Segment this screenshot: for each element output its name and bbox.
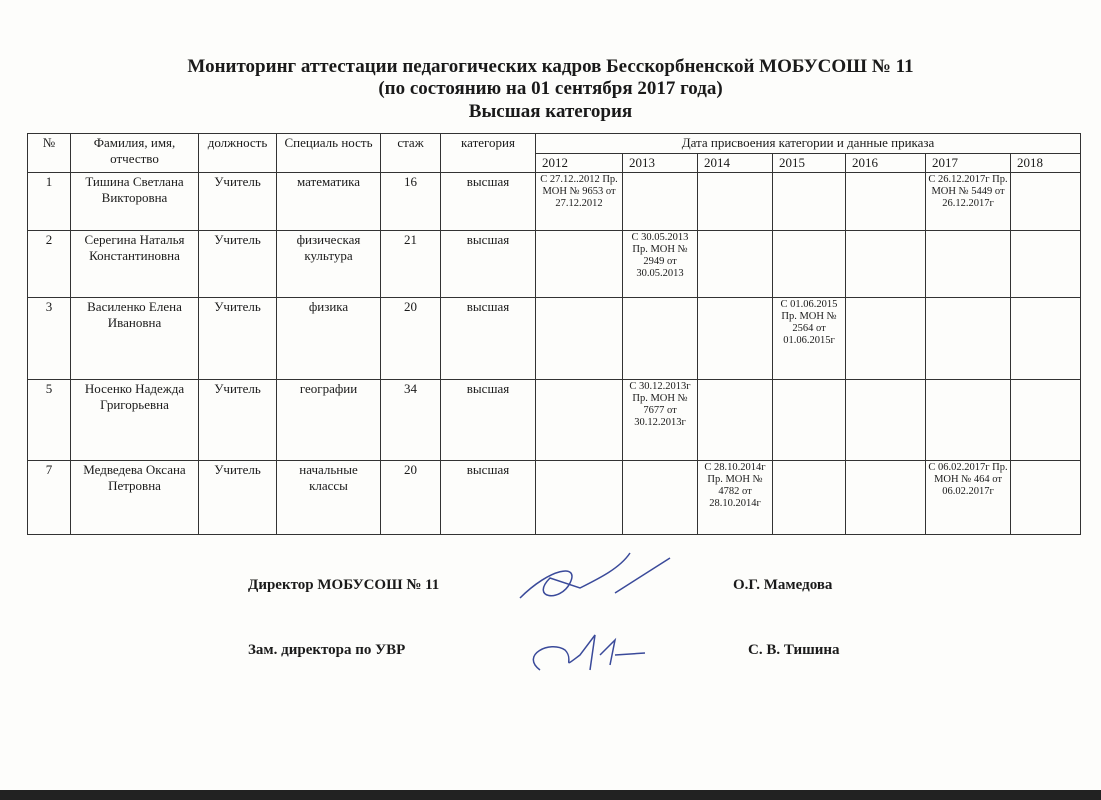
cell-name: Тишина Светлана Викторовна	[71, 173, 199, 231]
header-category: категория	[441, 134, 536, 173]
table-row	[28, 380, 1081, 461]
cell-position: Учитель	[199, 380, 277, 461]
cell-year-2016	[846, 231, 926, 298]
cell-year-2017: С 26.12.2017г Пр. МОН № 5449 от 26.12.2017г	[926, 173, 1011, 231]
header-dates: Дата присвоения категории и данные приказа	[536, 134, 1081, 154]
cell-year-2018	[1011, 298, 1081, 380]
deputy-name: С. В. Тишина	[748, 642, 840, 658]
year-header: 2016	[846, 154, 926, 173]
cell-year-2018	[1011, 461, 1081, 535]
cell-position: Учитель	[199, 173, 277, 231]
cell-experience: 20	[381, 298, 441, 380]
cell-year-2015	[773, 231, 846, 298]
cell-specialty: физическая культура	[277, 231, 381, 298]
cell-name: Медведева Оксана Петровна	[71, 461, 199, 535]
cell-year-2012	[536, 298, 623, 380]
year-header: 2013	[623, 154, 698, 173]
year-header: 2017	[926, 154, 1011, 173]
cell-position: Учитель	[199, 461, 277, 535]
cell-category: высшая	[441, 461, 536, 535]
cell-year-2013	[623, 461, 698, 535]
cell-specialty: математика	[277, 173, 381, 231]
cell-year-2017	[926, 231, 1011, 298]
year-header: 2018	[1011, 154, 1081, 173]
cell-year-2017: С 06.02.2017г Пр. МОН № 464 от 06.02.2017г	[926, 461, 1011, 535]
cell-year-2018	[1011, 380, 1081, 461]
cell-name: Носенко Надежда Григорьевна	[71, 380, 199, 461]
cell-category: высшая	[441, 173, 536, 231]
cell-year-2013: С 30.12.2013г Пр. МОН № 7677 от 30.12.2013г	[623, 380, 698, 461]
cell-specialty: географии	[277, 380, 381, 461]
document-title: Мониторинг аттестации педагогических кадров Бесскорбненской МОБУСОШ № 11	[187, 56, 914, 77]
cell-year-2018	[1011, 173, 1081, 231]
cell-year-2014: С 28.10.2014г Пр. МОН № 4782 от 28.10.2014г	[698, 461, 773, 535]
cell-year-2016	[846, 380, 926, 461]
header-num: №	[28, 134, 71, 173]
attestation-table	[27, 133, 1081, 535]
table-row	[28, 231, 1081, 298]
cell-specialty: начальные классы	[277, 461, 381, 535]
table-row	[28, 173, 1081, 231]
deputy-signature	[520, 625, 650, 680]
cell-year-2014	[698, 298, 773, 380]
cell-year-2013: С 30.05.2013 Пр. МОН № 2949 от 30.05.2013	[623, 231, 698, 298]
cell-year-2015	[773, 461, 846, 535]
cell-year-2015	[773, 380, 846, 461]
cell-experience: 16	[381, 173, 441, 231]
year-header: 2012	[536, 154, 623, 173]
cell-year-2012: С 27.12..2012 Пр. МОН № 9653 от 27.12.2012	[536, 173, 623, 231]
director-name: О.Г. Мамедова	[733, 577, 833, 593]
category-heading: Высшая категория	[468, 101, 633, 122]
cell-year-2016	[846, 461, 926, 535]
cell-year-2016	[846, 173, 926, 231]
year-header: 2014	[698, 154, 773, 173]
cell-category: высшая	[441, 380, 536, 461]
cell-year-2014	[698, 173, 773, 231]
header-position: должность	[199, 134, 277, 173]
cell-category: высшая	[441, 298, 536, 380]
director-signature	[510, 548, 680, 608]
cell-experience: 20	[381, 461, 441, 535]
cell-num: 7	[28, 461, 71, 535]
header-name: Фамилия, имя, отчество	[71, 134, 199, 173]
cell-year-2014	[698, 231, 773, 298]
year-header: 2015	[773, 154, 846, 173]
cell-year-2012	[536, 461, 623, 535]
cell-num: 5	[28, 380, 71, 461]
document-subtitle: (по состоянию на 01 сентября 2017 года)	[378, 78, 723, 99]
header-experience: стаж	[381, 134, 441, 173]
cell-year-2012	[536, 380, 623, 461]
cell-year-2015	[773, 173, 846, 231]
cell-position: Учитель	[199, 298, 277, 380]
cell-num: 3	[28, 298, 71, 380]
cell-year-2016	[846, 298, 926, 380]
cell-year-2017	[926, 298, 1011, 380]
cell-num: 2	[28, 231, 71, 298]
cell-name: Серегина Наталья Константиновна	[71, 231, 199, 298]
cell-year-2015: С 01.06.2015 Пр. МОН № 2564 от 01.06.2015г	[773, 298, 846, 380]
cell-year-2013	[623, 173, 698, 231]
cell-experience: 34	[381, 380, 441, 461]
cell-name: Василенко Елена Ивановна	[71, 298, 199, 380]
table-row	[28, 461, 1081, 535]
cell-position: Учитель	[199, 231, 277, 298]
deputy-title: Зам. директора по УВР	[248, 642, 406, 658]
cell-year-2017	[926, 380, 1011, 461]
cell-category: высшая	[441, 231, 536, 298]
cell-year-2012	[536, 231, 623, 298]
cell-year-2014	[698, 380, 773, 461]
cell-year-2013	[623, 298, 698, 380]
cell-num: 1	[28, 173, 71, 231]
cell-experience: 21	[381, 231, 441, 298]
cell-specialty: физика	[277, 298, 381, 380]
director-title: Директор МОБУСОШ № 11	[248, 577, 440, 593]
scan-edge	[0, 790, 1101, 800]
header-specialty: Специаль ность	[277, 134, 381, 173]
table-row	[28, 298, 1081, 380]
cell-year-2018	[1011, 231, 1081, 298]
